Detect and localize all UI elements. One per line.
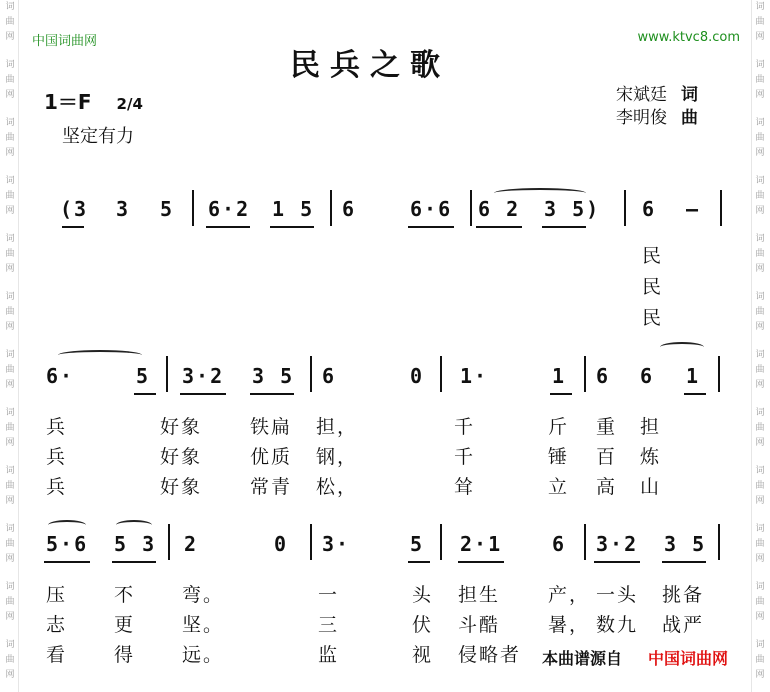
note: 5·6 bbox=[46, 532, 89, 556]
composer-credit bbox=[616, 103, 698, 128]
watermark-site-right: www.ktvc8.com bbox=[637, 30, 740, 45]
source-label: 本曲谱源自 bbox=[538, 646, 626, 669]
watermark-glyph: 曲 bbox=[5, 75, 15, 85]
watermark-strip-right bbox=[751, 0, 768, 692]
watermark-glyph-group bbox=[752, 638, 768, 692]
watermark-glyph: 曲 bbox=[755, 249, 765, 259]
watermark-glyph-group bbox=[752, 290, 768, 348]
key-label: 1＝F bbox=[44, 90, 92, 114]
lyric: 民 bbox=[642, 245, 664, 267]
lyric: 斗酷 bbox=[458, 614, 501, 636]
watermark-glyph-group bbox=[2, 580, 18, 638]
note: 2 bbox=[184, 532, 199, 556]
bar-line bbox=[440, 356, 442, 392]
watermark-glyph-group bbox=[752, 58, 768, 116]
lyricist-role: 词 bbox=[681, 85, 698, 105]
watermark-glyph-group bbox=[752, 580, 768, 638]
lyric: 担 bbox=[640, 416, 662, 438]
lyric: 压 bbox=[46, 584, 68, 606]
lyric: 侵略 bbox=[458, 644, 501, 666]
watermark-glyph: 网 bbox=[5, 32, 15, 42]
lyric: 看 bbox=[46, 644, 68, 666]
note: 0 bbox=[274, 532, 289, 556]
note: 3 5 bbox=[664, 532, 707, 556]
lyric: 高 bbox=[596, 476, 618, 498]
watermark-glyph: 网 bbox=[5, 90, 15, 100]
watermark-glyph: 曲 bbox=[5, 191, 15, 201]
watermark-glyph: 词 bbox=[755, 408, 765, 418]
lyric: 产， bbox=[548, 584, 591, 606]
watermark-glyph: 词 bbox=[5, 2, 15, 12]
watermark-glyph: 词 bbox=[755, 466, 765, 476]
note: 3 bbox=[116, 197, 131, 221]
watermark-glyph-group bbox=[2, 58, 18, 116]
note: 3·2 bbox=[596, 532, 639, 556]
song-title: 民兵之歌 bbox=[290, 48, 450, 83]
watermark-glyph: 曲 bbox=[5, 365, 15, 375]
watermark-glyph-group bbox=[2, 406, 18, 464]
watermark-glyph: 网 bbox=[5, 496, 15, 506]
watermark-glyph: 曲 bbox=[5, 597, 15, 607]
note: 5 bbox=[136, 364, 151, 388]
watermark-glyph: 曲 bbox=[755, 481, 765, 491]
watermark-glyph: 词 bbox=[5, 60, 15, 70]
lyric: 兵 bbox=[46, 476, 68, 498]
watermark-glyph: 网 bbox=[755, 554, 765, 564]
watermark-glyph: 曲 bbox=[5, 423, 15, 433]
note: 1· bbox=[460, 364, 489, 388]
underline bbox=[550, 393, 572, 395]
note: 6·2 bbox=[208, 197, 251, 221]
underline bbox=[44, 561, 90, 563]
lyric: 常青 bbox=[250, 476, 293, 498]
bar-line bbox=[718, 524, 720, 560]
watermark-glyph: 词 bbox=[755, 176, 765, 186]
underline bbox=[594, 561, 640, 563]
lyric: 得 bbox=[114, 644, 136, 666]
lyric: 钢， bbox=[316, 446, 359, 468]
watermark-glyph-group bbox=[2, 348, 18, 406]
lyric: 民 bbox=[642, 276, 664, 298]
watermark-glyph: 词 bbox=[755, 524, 765, 534]
underline bbox=[458, 561, 504, 563]
underline bbox=[270, 226, 314, 228]
lyric: 民 bbox=[642, 307, 664, 329]
note: 5 bbox=[160, 197, 175, 221]
lyric: 坚。 bbox=[182, 614, 225, 636]
composer-name: 李明俊 bbox=[616, 108, 667, 128]
watermark-glyph-group bbox=[752, 464, 768, 522]
watermark-glyph: 曲 bbox=[5, 539, 15, 549]
watermark-glyph: 曲 bbox=[755, 191, 765, 201]
lyric: 监 bbox=[318, 644, 340, 666]
underline bbox=[662, 561, 706, 563]
watermark-glyph: 网 bbox=[5, 380, 15, 390]
lyric: 弯。 bbox=[182, 584, 225, 606]
watermark-glyph-group bbox=[752, 232, 768, 290]
watermark-glyph: 曲 bbox=[5, 655, 15, 665]
lyric: 暑， bbox=[548, 614, 591, 636]
watermark-glyph: 曲 bbox=[5, 307, 15, 317]
note: 2·1 bbox=[460, 532, 503, 556]
watermark-glyph: 曲 bbox=[755, 597, 765, 607]
lyricist-name: 宋斌廷 bbox=[616, 85, 667, 105]
watermark-glyph-group bbox=[2, 0, 18, 58]
watermark-glyph: 词 bbox=[755, 60, 765, 70]
note: 3·2 bbox=[182, 364, 225, 388]
watermark-glyph: 曲 bbox=[5, 249, 15, 259]
lyric: 立 bbox=[548, 476, 570, 498]
bar-line bbox=[310, 524, 312, 560]
watermark-glyph-group bbox=[2, 232, 18, 290]
note: 1 5 bbox=[272, 197, 315, 221]
note: 6· bbox=[46, 364, 75, 388]
lyric: 不 bbox=[114, 584, 136, 606]
watermark-glyph: 网 bbox=[755, 670, 765, 680]
watermark-glyph: 词 bbox=[5, 292, 15, 302]
lyric: 百 bbox=[596, 446, 618, 468]
watermark-glyph: 曲 bbox=[755, 75, 765, 85]
underline bbox=[476, 226, 522, 228]
watermark-glyph: 网 bbox=[755, 496, 765, 506]
watermark-glyph: 网 bbox=[755, 612, 765, 622]
lyric: 千 bbox=[454, 416, 476, 438]
watermark-glyph: 词 bbox=[5, 640, 15, 650]
watermark-glyph-group bbox=[2, 464, 18, 522]
lyric: 头 bbox=[412, 584, 434, 606]
lyric: 战严 bbox=[662, 614, 705, 636]
watermark-glyph: 曲 bbox=[755, 307, 765, 317]
watermark-glyph: 词 bbox=[5, 234, 15, 244]
watermark-glyph: 词 bbox=[5, 350, 15, 360]
watermark-glyph-group bbox=[2, 174, 18, 232]
note: 6 bbox=[596, 364, 611, 388]
bar-line bbox=[310, 356, 312, 392]
lyric: 优质 bbox=[250, 446, 293, 468]
bar-line bbox=[168, 524, 170, 560]
bar-line bbox=[166, 356, 168, 392]
note: 6 bbox=[322, 364, 337, 388]
watermark-glyph: 词 bbox=[5, 582, 15, 592]
note: 5 bbox=[410, 532, 425, 556]
underline bbox=[206, 226, 250, 228]
watermark-glyph-group bbox=[2, 522, 18, 580]
slur-mark bbox=[58, 350, 142, 360]
note: 3 5) bbox=[544, 197, 601, 221]
time-signature: 2/4 bbox=[116, 95, 143, 113]
watermark-glyph: 曲 bbox=[755, 133, 765, 143]
watermark-glyph: 网 bbox=[5, 612, 15, 622]
note: 3· bbox=[322, 532, 351, 556]
watermark-glyph: 网 bbox=[5, 438, 15, 448]
lyric: 松， bbox=[316, 476, 359, 498]
note: 6 bbox=[642, 197, 657, 221]
bar-line bbox=[470, 190, 472, 226]
lyric: 一头 bbox=[596, 584, 639, 606]
note: 6 bbox=[342, 197, 357, 221]
bar-line bbox=[718, 356, 720, 392]
underline bbox=[134, 393, 156, 395]
watermark-glyph: 词 bbox=[5, 176, 15, 186]
note: 6 bbox=[640, 364, 655, 388]
bar-line bbox=[330, 190, 332, 226]
watermark-glyph: 曲 bbox=[755, 17, 765, 27]
watermark-glyph: 词 bbox=[5, 408, 15, 418]
watermark-glyph: 词 bbox=[755, 350, 765, 360]
underline bbox=[62, 226, 84, 228]
note: 5 3 bbox=[114, 532, 157, 556]
watermark-strip-left bbox=[2, 0, 19, 692]
lyric: 视 bbox=[412, 644, 434, 666]
underline bbox=[408, 226, 454, 228]
source-site: 中国词曲网 bbox=[648, 649, 729, 668]
watermark-glyph: 网 bbox=[5, 148, 15, 158]
bar-line bbox=[624, 190, 626, 226]
watermark-glyph: 网 bbox=[755, 148, 765, 158]
watermark-glyph: 网 bbox=[755, 264, 765, 274]
slur-mark bbox=[116, 520, 152, 530]
watermark-glyph: 词 bbox=[755, 118, 765, 128]
watermark-site-left: 中国词曲网 bbox=[32, 34, 98, 49]
watermark-glyph: 词 bbox=[755, 2, 765, 12]
watermark-glyph: 曲 bbox=[5, 481, 15, 491]
lyric: 好象 bbox=[160, 476, 203, 498]
note: 6·6 bbox=[410, 197, 453, 221]
watermark-glyph: 词 bbox=[5, 466, 15, 476]
lyric: 一 bbox=[318, 584, 340, 606]
watermark-glyph-group bbox=[752, 116, 768, 174]
composer-role: 曲 bbox=[681, 108, 698, 128]
note: 6 bbox=[552, 532, 567, 556]
lyricist-credit bbox=[616, 80, 698, 105]
lyric: 担生 bbox=[458, 584, 501, 606]
watermark-glyph: 网 bbox=[5, 206, 15, 216]
note: (3 bbox=[60, 197, 89, 221]
watermark-glyph: 曲 bbox=[5, 17, 15, 27]
watermark-glyph: 网 bbox=[755, 322, 765, 332]
watermark-glyph: 词 bbox=[5, 118, 15, 128]
lyric: 炼 bbox=[640, 446, 662, 468]
watermark-glyph: 曲 bbox=[755, 655, 765, 665]
lyric: 斤 bbox=[548, 416, 570, 438]
key-signature bbox=[44, 86, 143, 115]
watermark-glyph: 词 bbox=[755, 234, 765, 244]
watermark-glyph: 网 bbox=[755, 438, 765, 448]
underline bbox=[542, 226, 586, 228]
note: 3 5 bbox=[252, 364, 295, 388]
watermark-glyph-group bbox=[752, 522, 768, 580]
note: 1 bbox=[686, 364, 701, 388]
watermark-glyph: 网 bbox=[5, 554, 15, 564]
lyric: 千 bbox=[454, 446, 476, 468]
watermark-glyph: 网 bbox=[5, 670, 15, 680]
watermark-glyph-group bbox=[2, 116, 18, 174]
underline bbox=[408, 561, 430, 563]
lyric: 挑备 bbox=[662, 584, 705, 606]
tempo-marking: 坚定有力 bbox=[62, 126, 134, 147]
watermark-glyph-group bbox=[2, 290, 18, 348]
underline bbox=[250, 393, 294, 395]
slur-mark bbox=[660, 342, 704, 352]
watermark-glyph-group bbox=[2, 638, 18, 692]
lyric: 兵 bbox=[46, 416, 68, 438]
lyric: 更 bbox=[114, 614, 136, 636]
watermark-glyph: 曲 bbox=[5, 133, 15, 143]
lyric: 伏 bbox=[412, 614, 434, 636]
lyric: 者 bbox=[500, 644, 522, 666]
watermark-glyph: 网 bbox=[5, 322, 15, 332]
lyric: 锤 bbox=[548, 446, 570, 468]
lyric: 好象 bbox=[160, 416, 203, 438]
slur-mark bbox=[48, 520, 86, 530]
note: 0 bbox=[410, 364, 425, 388]
underline bbox=[112, 561, 156, 563]
lyric: 数九 bbox=[596, 614, 639, 636]
watermark-glyph-group bbox=[752, 174, 768, 232]
lyric: 好象 bbox=[160, 446, 203, 468]
bar-line bbox=[440, 524, 442, 560]
watermark-glyph-group bbox=[752, 348, 768, 406]
underline bbox=[180, 393, 226, 395]
lyric: 兵 bbox=[46, 446, 68, 468]
bar-line bbox=[192, 190, 194, 226]
watermark-glyph: 词 bbox=[755, 292, 765, 302]
watermark-glyph: 曲 bbox=[755, 365, 765, 375]
lyric: 担， bbox=[316, 416, 359, 438]
underline bbox=[684, 393, 706, 395]
watermark-glyph: 网 bbox=[755, 32, 765, 42]
watermark-glyph: 词 bbox=[755, 640, 765, 650]
watermark-glyph: 网 bbox=[755, 380, 765, 390]
watermark-glyph: 网 bbox=[755, 90, 765, 100]
watermark-glyph-group bbox=[752, 0, 768, 58]
bar-line bbox=[720, 190, 722, 226]
note: 6 2 bbox=[478, 197, 521, 221]
lyric: 远。 bbox=[182, 644, 225, 666]
note: 1 bbox=[552, 364, 567, 388]
watermark-glyph: 词 bbox=[755, 582, 765, 592]
lyric: 三 bbox=[318, 614, 340, 636]
watermark-glyph: 网 bbox=[5, 264, 15, 274]
watermark-glyph: 网 bbox=[755, 206, 765, 216]
bar-line bbox=[584, 356, 586, 392]
lyric: 耸 bbox=[454, 476, 476, 498]
lyric: 重 bbox=[596, 416, 618, 438]
watermark-glyph: 词 bbox=[5, 524, 15, 534]
watermark-glyph: 曲 bbox=[755, 423, 765, 433]
watermark-glyph-group bbox=[752, 406, 768, 464]
bar-line bbox=[584, 524, 586, 560]
lyric: 志 bbox=[46, 614, 68, 636]
lyric: 铁扁 bbox=[250, 416, 293, 438]
lyric: 山 bbox=[640, 476, 662, 498]
watermark-glyph: 曲 bbox=[755, 539, 765, 549]
slur-mark bbox=[494, 188, 586, 198]
note-dash: — bbox=[686, 197, 701, 221]
